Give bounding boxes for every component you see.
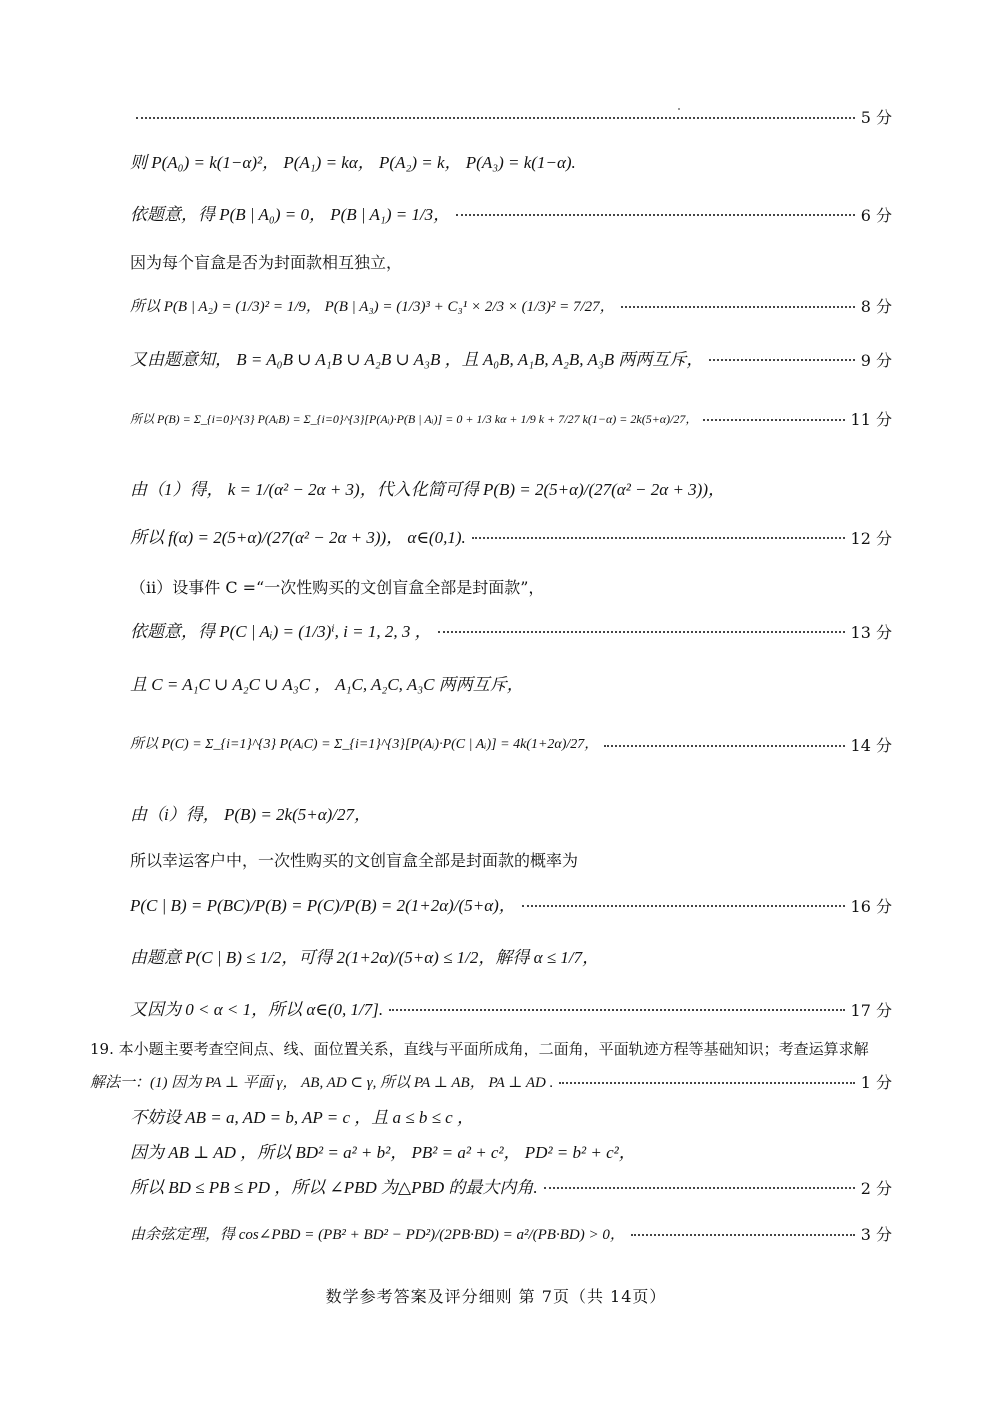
line-9 (130, 528, 892, 548)
line-18 (130, 1000, 892, 1020)
dotted-leader (136, 117, 855, 119)
score-label: 14 分 (850, 736, 892, 755)
line-12 (130, 675, 892, 695)
dotted-leader (472, 537, 845, 539)
dotted-leader (438, 631, 845, 633)
line-15 (130, 851, 892, 870)
line-3 (130, 205, 892, 225)
line-7 (130, 410, 892, 429)
score-label: 16 分 (850, 896, 892, 916)
score-label: 2 分 (860, 1178, 892, 1198)
line-4 (130, 253, 892, 272)
line-text: 所以 P(B) = Σ_{i=0}^{3} P(AᵢB) = Σ_{i=0}^{3}[P(Aᵢ)·P(B | Aᵢ)] = 0 + 1/3 kα + 1/9 k + 7/27 k(1−α) = 2k(5+α)/27， (130, 412, 698, 427)
line-text: 所以幸运客户中，一次性购买的文创盲盒全部是封面款的概率为 (130, 851, 579, 870)
dotted-leader (389, 1009, 844, 1011)
dotted-leader (709, 359, 854, 361)
line-text: 由（1）得， k = 1/(α² − 2α + 3)，代入化简可得 P(B) = 2(5+α)/(27(α² − 2α + 3))， (130, 480, 725, 499)
page-footer: 数学参考答案及评分细则 第 7页（共 14页） (325, 1287, 667, 1306)
score-label: 5 分 (860, 108, 892, 127)
score-label: 1 分 (860, 1073, 892, 1092)
line-21 (130, 1108, 892, 1128)
line-8 (130, 480, 892, 500)
line-text: 因为每个盲盒是否为封面款相互独立， (130, 253, 403, 272)
line-text: 不妨设 AB = a, AD = b, AP = c ，且 a ≤ b ≤ c ， (130, 1108, 474, 1127)
line-20 (90, 1073, 892, 1092)
line-text: 19. 本小题主要考查空间点、线、面位置关系，直线与平面所成角，二面角，平面轨迹方程等基础知识；考查运算求解 (90, 1040, 869, 1058)
dotted-leader (703, 419, 844, 421)
line-text: 因为 AB ⊥ AD ，所以 BD² = a² + b²， PB² = a² + c²， PD² = b² + c²， (130, 1143, 636, 1162)
score-label: 11 分 (850, 410, 892, 429)
score-label: 8 分 (860, 297, 892, 316)
line-6 (130, 350, 892, 370)
line-text: 所以 P(B | A₂) = (1/3)² = 1/9， P(B | A₃) = (1/3)³ + C₃¹ × 2/3 × (1/3)² = 7/27， (130, 298, 615, 315)
dotted-leader (544, 1187, 855, 1189)
line-text: 又由题意知， B = A₀B ∪ A₁B ∪ A₂B ∪ A₃B ，且 A₀B, A₁B, A₂B, A₃B 两两互斥， (130, 350, 704, 369)
line-22 (130, 1143, 892, 1163)
line-14 (130, 805, 892, 825)
line-text: P(C | B) = P(BC)/P(B) = P(C)/P(B) = 2(1+2α)/(5+α)， (130, 896, 516, 915)
line-23 (130, 1178, 892, 1198)
line-text: 所以 f(α) = 2(5+α)/(27(α² − 2α + 3))， α∈(0,1). (130, 528, 466, 547)
score-label: 13 分 (850, 622, 892, 642)
line-text: （ii）设事件 C =“一次性购买的文创盲盒全部是封面款”， (130, 578, 545, 597)
dotted-leader (456, 214, 855, 216)
dotted-leader (559, 1082, 854, 1084)
score-label: 9 分 (860, 350, 892, 370)
line-1 (130, 108, 892, 127)
line-2 (130, 153, 892, 173)
line-text: 所以 P(C) = Σ_{i=1}^{3} P(AᵢC) = Σ_{i=1}^{3}[P(Aᵢ)·P(C | Aᵢ)] = 4k(1+2α)/27， (130, 737, 599, 753)
line-17 (130, 948, 892, 968)
line-text: 由（i）得， P(B) = 2k(5+α)/27， (130, 805, 372, 824)
line-text: 由题意 P(C | B) ≤ 1/2，可得 2(1+2α)/(5+α) ≤ 1/2，解得 α ≤ 1/7， (130, 948, 600, 967)
line-text: 又因为 0 < α < 1，所以 α∈(0, 1/7]. (130, 1000, 384, 1019)
line-text: 依题意，得 P(C | Aᵢ) = (1/3)ⁱ, i = 1, 2, 3 ， (130, 622, 432, 641)
dotted-leader (621, 306, 855, 308)
line-text: 解法一：(1) 因为 PA ⊥ 平面 γ， AB, AD ⊂ γ, 所以 PA ⊥ AB， PA ⊥ AD . (90, 1074, 554, 1091)
dotted-leader (522, 905, 845, 907)
line-text: 由余弦定理，得 cos∠PBD = (PB² + BD² − PD²)/(2PB·BD) = a²/(PB·BD) > 0， (130, 1226, 625, 1243)
line-10 (130, 578, 892, 597)
line-text: 依题意，得 P(B | A₀) = 0， P(B | A₁) = 1/3， (130, 205, 451, 224)
score-label: 3 分 (860, 1225, 892, 1244)
line-text: 且 C = A₁C ∪ A₂C ∪ A₃C ， A₁C, A₂C, A₃C 两两互斥， (130, 675, 524, 694)
line-5 (130, 297, 892, 316)
line-text: 所以 BD ≤ PB ≤ PD ，所以 ∠PBD 为△PBD 的最大内角. (130, 1178, 538, 1197)
dotted-leader (604, 745, 844, 747)
score-label: 6 分 (860, 205, 892, 225)
line-11 (130, 622, 892, 642)
dotted-leader (631, 1234, 855, 1236)
score-label: 12 分 (850, 528, 892, 548)
line-text: 则 P(A₀) = k(1−α)²， P(A₁) = kα， P(A₂) = k， P(A₃) = k(1−α). (130, 153, 576, 172)
score-label: 17 分 (850, 1000, 892, 1020)
line-16 (130, 896, 892, 916)
line-24 (130, 1225, 892, 1244)
line-19 (90, 1040, 992, 1058)
line-13 (130, 736, 892, 755)
